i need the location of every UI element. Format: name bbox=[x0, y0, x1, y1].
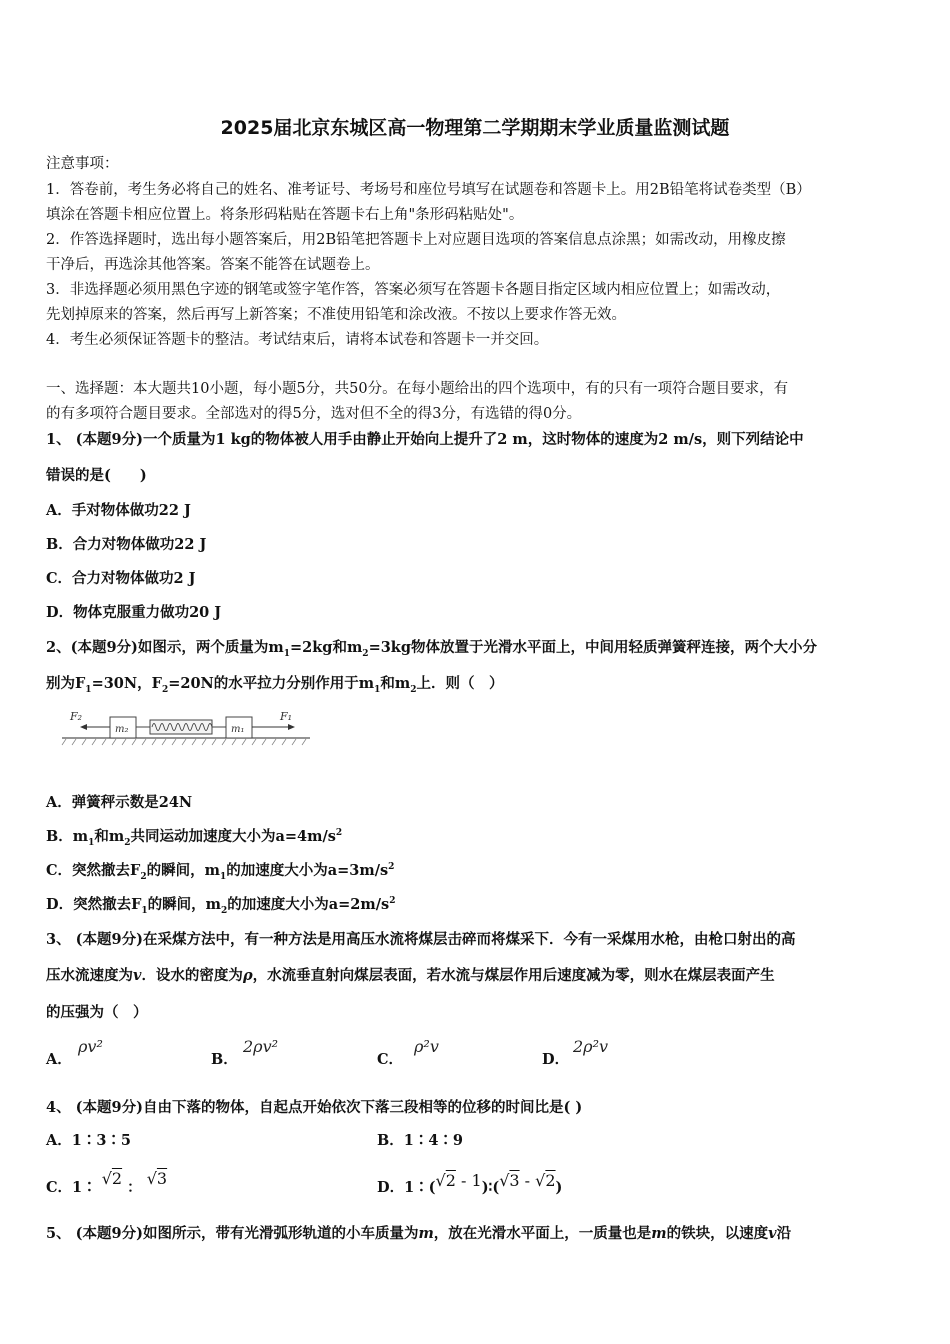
question-4-option-a: A．1∶3∶5 bbox=[46, 1132, 132, 1149]
question-3-formula-a: ρv² bbox=[78, 1037, 103, 1056]
question-3-option-c: C． bbox=[377, 1051, 404, 1068]
force-f1-label: F₁ bbox=[280, 710, 293, 723]
question-2-option-c: C．突然撤去$F_2$的瞬间，$m_1$的加速度大小为$a=3m/s^2$ bbox=[46, 862, 395, 882]
question-3-formula-d: 2ρ²v bbox=[573, 1037, 609, 1056]
question-1-option-b: B．合力对物体做功22 J bbox=[46, 536, 207, 553]
block-m1-label: m₁ bbox=[231, 724, 245, 735]
block-m2-label: m₂ bbox=[115, 724, 129, 735]
question-4-text: 4、 (本题9分)自由下落的物体，自起点开始依次下落三段相等的位移的时间比是( ) bbox=[46, 1099, 583, 1116]
question-2-text: 2、(本题9分)如图示，两个质量为$m_1=2kg$和$m_2=3kg$物体放置于光滑水平面上，中间用轻质弹簧秤连接，两个大小分 bbox=[46, 639, 817, 659]
force-f2-arrow bbox=[80, 724, 110, 730]
force-f1-arrow bbox=[252, 724, 295, 730]
notice-heading: 注意事项： bbox=[46, 156, 119, 172]
spring-balance bbox=[150, 720, 212, 734]
question-1-option-a: A．手对物体做功22 J bbox=[46, 502, 191, 519]
question-3-text: 压水流速度为v．设水的密度为ρ，水流垂直射向煤层表面，若水流与煤层作用后速度减为零，则水在煤层表面产生 bbox=[46, 967, 775, 984]
force-f2-label: F₂ bbox=[70, 710, 83, 723]
section-instructions: 的有多项符合题目要求。全部选对的得5分，选对但不全的得3分，有选错的得0分。 bbox=[46, 406, 582, 422]
question-3-formula-c: ρ²v bbox=[414, 1037, 439, 1056]
question-3-option-a: A． bbox=[46, 1051, 72, 1068]
question-1-text: 1、 (本题9分)一个质量为1 kg的物体被人用手由静止开始向上提升了2 m，这时物体的速度为2 m/s，则下列结论中 bbox=[46, 431, 804, 448]
question-4-option-d: D．1∶(√2 - 1)∶(√3 - √2) bbox=[377, 1171, 563, 1196]
question-2-text: 别为$F_1=30N$，$F_2=20N$的水平拉力分别作用于$m_1$和$m_2$上．则（ ） bbox=[46, 675, 504, 695]
notice-line: 填涂在答题卡相应位置上。将条形码粘贴在答题卡右上角"条形码粘贴处"。 bbox=[46, 207, 524, 223]
question-4-option-c: C．1∶ √2 ： √3 bbox=[46, 1169, 168, 1196]
notice-line: 3．非选择题必须用黑色字迹的钢笔或签字笔作答，答案必须写在答题卡各题目指定区域内相应位置上；如需改动， bbox=[46, 282, 781, 298]
question-3-formula-b: 2ρv² bbox=[243, 1037, 279, 1056]
notice-line: 干净后，再选涂其他答案。答案不能答在试题卷上。 bbox=[46, 257, 380, 273]
question-2-option-d: D．突然撤去$F_1$的瞬间，$m_2$的加速度大小为$a=2m/s^2$ bbox=[46, 896, 396, 916]
question-2-option-b: B．$m_1$和$m_2$共同运动加速度大小为$a=4m/s^2$ bbox=[46, 828, 343, 848]
notice-line: 4．考生必须保证答题卡的整洁。考试结束后，请将本试卷和答题卡一并交回。 bbox=[46, 332, 549, 348]
question-3-option-d: D． bbox=[542, 1051, 570, 1068]
question-1-text: 错误的是( ) bbox=[46, 467, 147, 484]
notice-line: 2．作答选择题时，选出每小题答案后，用2B铅笔把答题卡上对应题目选项的答案信息点涂黑；如需改动，用橡皮擦 bbox=[46, 232, 786, 248]
question-4-option-b: B．1∶4∶9 bbox=[377, 1132, 464, 1149]
question-3-text: 的压强为（ ） bbox=[46, 1004, 148, 1021]
question-3-text: 3、 (本题9分)在采煤方法中，有一种方法是用高压水流将煤层击碎而将煤采下．今有一采煤用水枪，由枪口射出的高 bbox=[46, 931, 796, 948]
spring-balance-figure bbox=[58, 705, 318, 747]
section-instructions: 一、选择题：本大题共10小题，每小题5分，共50分。在每小题给出的四个选项中，有的只有一项符合题目要求，有 bbox=[46, 381, 789, 397]
notice-line: 1．答卷前，考生务必将自己的姓名、准考证号、考场号和座位号填写在试题卷和答题卡上。用2B铅笔将试卷类型（B） bbox=[46, 182, 811, 198]
question-5-text: 5、 (本题9分)如图所示，带有光滑弧形轨道的小车质量为m，放在光滑水平面上，一质量也是m的铁块，以速度v沿 bbox=[46, 1225, 792, 1242]
question-2-option-a: A．弹簧秤示数是24N bbox=[46, 794, 193, 811]
question-1-option-c: C．合力对物体做功2 J bbox=[46, 570, 196, 587]
question-3-option-b: B． bbox=[211, 1051, 238, 1068]
page-title: 2025届北京东城区高一物理第二学期期末学业质量监测试题 bbox=[220, 117, 730, 139]
notice-line: 先划掉原来的答案，然后再写上新答案；不准使用铅笔和涂改液。不按以上要求作答无效。 bbox=[46, 307, 626, 323]
question-1-option-d: D．物体克服重力做功20 J bbox=[46, 604, 222, 621]
